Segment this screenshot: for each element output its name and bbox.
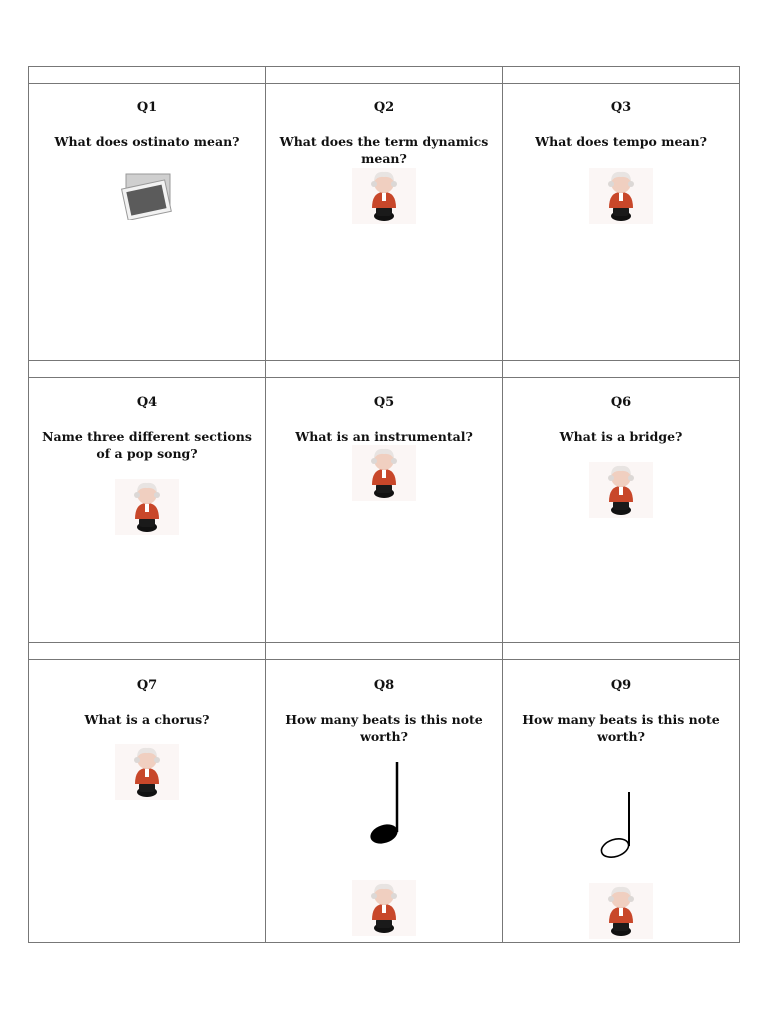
table-divider [28,360,740,361]
question-number: Q2 [373,100,395,115]
question-text: How many beats is this note worth? [285,712,483,744]
question-card-q5 [266,395,502,445]
composer-figurine-image [115,479,179,535]
table-border-right [739,66,740,943]
question-text: What does the term dynamics mean? [279,134,489,166]
composer-figurine-image [115,744,179,800]
question-number: Q4 [136,395,158,410]
question-number: Q7 [136,678,158,693]
photo-placeholder-icon [120,172,174,220]
question-text: Name three different sections of a pop song? [42,429,252,461]
table-divider [28,377,740,378]
table-border-left [28,66,29,943]
question-card-q6 [503,395,739,445]
question-text: What does ostinato mean? [54,134,240,149]
composer-figurine-image [352,880,416,936]
question-text: What is a bridge? [559,429,683,444]
question-card-q1 [29,100,265,150]
question-card-q7 [29,678,265,728]
composer-figurine-image [352,168,416,224]
question-text: What is a chorus? [84,712,210,727]
composer-figurine-image [589,168,653,224]
table-border-top [28,66,740,67]
composer-figurine-image [352,445,416,501]
question-number: Q8 [373,678,395,693]
table-divider [265,66,266,943]
question-card-q3 [503,100,739,150]
table-divider [28,659,740,660]
question-number: Q6 [610,395,632,410]
question-number: Q3 [610,100,632,115]
table-divider [28,642,740,643]
question-text: What does tempo mean? [535,134,707,149]
question-grid [28,66,740,943]
table-divider [28,83,740,84]
question-text: What is an instrumental? [295,429,473,444]
question-card-q4 [29,395,265,462]
composer-figurine-image [589,883,653,939]
question-number: Q9 [610,678,632,693]
question-text: How many beats is this note worth? [522,712,720,744]
table-border-bottom [28,942,740,943]
minim-note-icon [594,790,634,862]
crotchet-note-icon [364,760,404,848]
question-card-q2 [266,100,502,167]
composer-figurine-image [589,462,653,518]
question-number: Q1 [136,100,158,115]
question-card-q9 [503,678,739,745]
question-card-q8 [266,678,502,745]
question-number: Q5 [373,395,395,410]
table-divider [502,66,503,943]
